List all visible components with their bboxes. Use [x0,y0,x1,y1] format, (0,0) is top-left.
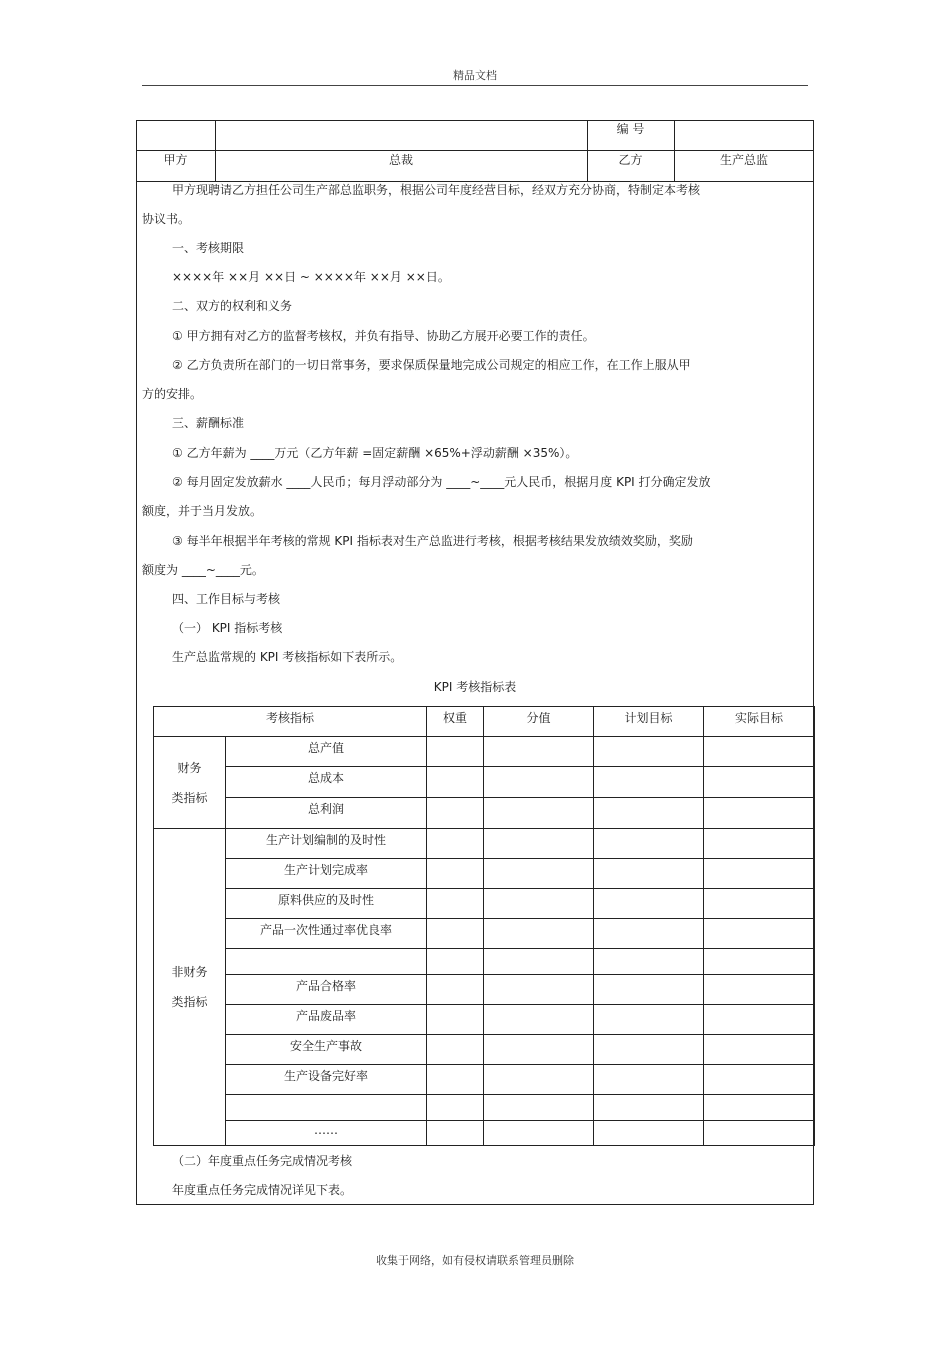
kpi-actual-cell[interactable] [704,919,815,949]
section2-item2-line2: 方的安排。 [142,387,203,401]
page-footer: 收集于网络，如有侵权请联系管理员删除 [376,1254,574,1267]
kpi-plan-cell[interactable] [594,1121,704,1146]
financial-category-label-line1: 财务 [177,760,202,775]
kpi-plan-cell[interactable] [594,889,704,919]
table-row [154,949,815,975]
table-row [154,829,815,859]
kpi-score-cell[interactable] [484,1005,594,1035]
table-row [154,975,815,1005]
section4-title: 四、工作目标与考核 [172,592,281,606]
kpi-item-name: 生产计划编制的及时性 [226,829,427,859]
section4-sub1-title: （一） KPI 指标考核 [172,621,283,635]
section4-sub1-desc: 生产总监常规的 KPI 考核指标如下表所示。 [172,650,403,664]
intro-paragraph-line2: 协议书。 [142,212,191,226]
section4-sub2-desc: 年度重点任务完成情况详见下表。 [172,1183,353,1197]
kpi-actual-cell[interactable] [704,737,815,767]
kpi-score-cell[interactable] [484,1065,594,1095]
financial-category-label-line2: 类指标 [171,790,208,805]
kpi-weight-cell[interactable] [427,1035,484,1065]
kpi-score-cell[interactable] [484,737,594,767]
nonfinancial-category-label-line2: 类指标 [171,995,208,1009]
kpi-plan-cell[interactable] [594,737,704,767]
kpi-score-cell[interactable] [484,1121,594,1146]
kpi-score-cell[interactable] [484,949,594,975]
kpi-item-name: 总成本 [226,767,427,798]
header-rule [142,85,808,86]
page-header: 精品文档 [453,69,497,82]
kpi-plan-cell[interactable] [594,829,704,859]
kpi-plan-cell[interactable] [594,975,704,1005]
kpi-actual-cell[interactable] [704,798,815,829]
kpi-item-name: 产品一次性通过率优良率 [226,919,427,949]
table-row [154,859,815,889]
kpi-item-name [226,1095,427,1121]
kpi-plan-cell[interactable] [594,949,704,975]
table-row [154,1035,815,1065]
kpi-plan-cell[interactable] [594,798,704,829]
kpi-weight-cell[interactable] [427,1121,484,1146]
table-row [154,1065,815,1095]
number-label: 编 号 [616,122,645,136]
kpi-item-name: …… [226,1121,427,1146]
section3-item3-line2: 额度为 ____~____元。 [142,563,264,577]
section3-item3-line1: ③ 每半年根据半年考核的常规 KPI 指标表对生产总监进行考核，根据考核结果发放绩效奖励，奖励 [172,534,693,548]
kpi-actual-cell[interactable] [704,829,815,859]
kpi-weight-cell[interactable] [427,975,484,1005]
kpi-score-cell[interactable] [484,829,594,859]
kpi-plan-cell[interactable] [594,919,704,949]
kpi-score-cell[interactable] [484,1035,594,1065]
kpi-actual-cell[interactable] [704,1121,815,1146]
kpi-weight-cell[interactable] [427,798,484,829]
kpi-score-cell[interactable] [484,767,594,798]
kpi-header-score: 分值 [484,707,594,737]
kpi-plan-cell[interactable] [594,1035,704,1065]
kpi-plan-cell[interactable] [594,1095,704,1121]
kpi-score-cell[interactable] [484,975,594,1005]
kpi-score-cell[interactable] [484,859,594,889]
party-a-value: 总裁 [388,153,413,167]
kpi-item-name: 产品废品率 [226,1005,427,1035]
party-a-label: 甲方 [163,153,188,167]
table-row [154,737,815,767]
table-row [154,798,815,829]
kpi-item-name: 总利润 [226,798,427,829]
kpi-item-name: 产品合格率 [226,975,427,1005]
kpi-weight-cell[interactable] [427,889,484,919]
party-b-label: 乙方 [618,153,643,167]
kpi-item-name [226,949,427,975]
kpi-actual-cell[interactable] [704,949,815,975]
table-row [154,1095,815,1121]
kpi-weight-cell[interactable] [427,1005,484,1035]
kpi-actual-cell[interactable] [704,1065,815,1095]
kpi-item-name: 安全生产事故 [226,1035,427,1065]
kpi-weight-cell[interactable] [427,1095,484,1121]
kpi-plan-cell[interactable] [594,859,704,889]
kpi-header-actual: 实际目标 [704,707,815,737]
kpi-weight-cell[interactable] [427,859,484,889]
section3-item2-line2: 额度，并于当月发放。 [142,504,263,518]
kpi-score-cell[interactable] [484,1095,594,1121]
kpi-score-cell[interactable] [484,889,594,919]
table-row [154,889,815,919]
party-b-value: 生产总监 [719,153,768,167]
section2-title: 二、双方的权利和义务 [172,299,293,313]
nonfinancial-category-cell [154,829,226,1146]
kpi-header-weight: 权重 [427,707,484,737]
kpi-plan-cell[interactable] [594,767,704,798]
kpi-item-name: 原料供应的及时性 [226,889,427,919]
kpi-plan-cell[interactable] [594,1005,704,1035]
section3-title: 三、薪酬标准 [172,416,245,430]
kpi-weight-cell[interactable] [427,949,484,975]
kpi-weight-cell[interactable] [427,829,484,859]
kpi-item-name: 生产计划完成率 [226,859,427,889]
kpi-actual-cell[interactable] [704,859,815,889]
kpi-item-name: 总产值 [226,737,427,767]
kpi-actual-cell[interactable] [704,767,815,798]
section2-item1: ① 甲方拥有对乙方的监督考核权，并负有指导、协助乙方展开必要工作的责任。 [172,329,595,343]
kpi-actual-cell[interactable] [704,1005,815,1035]
section3-item2-line1: ② 每月固定发放薪水 ____人民币；每月浮动部分为 ____~____元人民币，根据月度 KPI 打分确定发放 [172,475,711,489]
kpi-actual-cell[interactable] [704,975,815,1005]
kpi-weight-cell[interactable] [427,737,484,767]
section2-item2-line1: ② 乙方负责所在部门的一切日常事务，要求保质保量地完成公司规定的相应工作，在工作上服从甲 [172,358,691,372]
kpi-weight-cell[interactable] [427,919,484,949]
table-row [154,767,815,798]
financial-category-cell [154,737,226,829]
kpi-weight-cell[interactable] [427,767,484,798]
nonfinancial-category-label-line1: 非财务 [171,965,208,979]
kpi-weight-cell[interactable] [427,1065,484,1095]
kpi-score-cell[interactable] [484,798,594,829]
kpi-header-indicator: 考核指标 [154,707,427,737]
kpi-actual-cell[interactable] [704,889,815,919]
table-row [154,1121,815,1146]
section3-item1: ① 乙方年薪为 ____万元（乙方年薪 =固定薪酬 ×65%+浮动薪酬 ×35%）。 [172,446,578,460]
section1-period: ××××年 ××月 ××日 ~ ××××年 ××月 ××日。 [172,270,450,284]
kpi-plan-cell[interactable] [594,1065,704,1095]
table-row [154,919,815,949]
kpi-actual-cell[interactable] [704,1095,815,1121]
kpi-actual-cell[interactable] [704,1035,815,1065]
kpi-table-caption: KPI 考核指标表 [433,680,517,694]
kpi-table [153,706,815,1146]
intro-paragraph-line1: 甲方现聘请乙方担任公司生产部总监职务，根据公司年度经营目标，经双方充分协商，特制定本考核 [172,183,701,197]
kpi-header-plan: 计划目标 [594,707,704,737]
kpi-score-cell[interactable] [484,919,594,949]
section1-title: 一、考核期限 [172,241,245,255]
table-row [154,1005,815,1035]
kpi-item-name: 生产设备完好率 [226,1065,427,1095]
section4-sub2-title: （二）年度重点任务完成情况考核 [172,1154,353,1168]
kpi-header-row [154,707,815,737]
